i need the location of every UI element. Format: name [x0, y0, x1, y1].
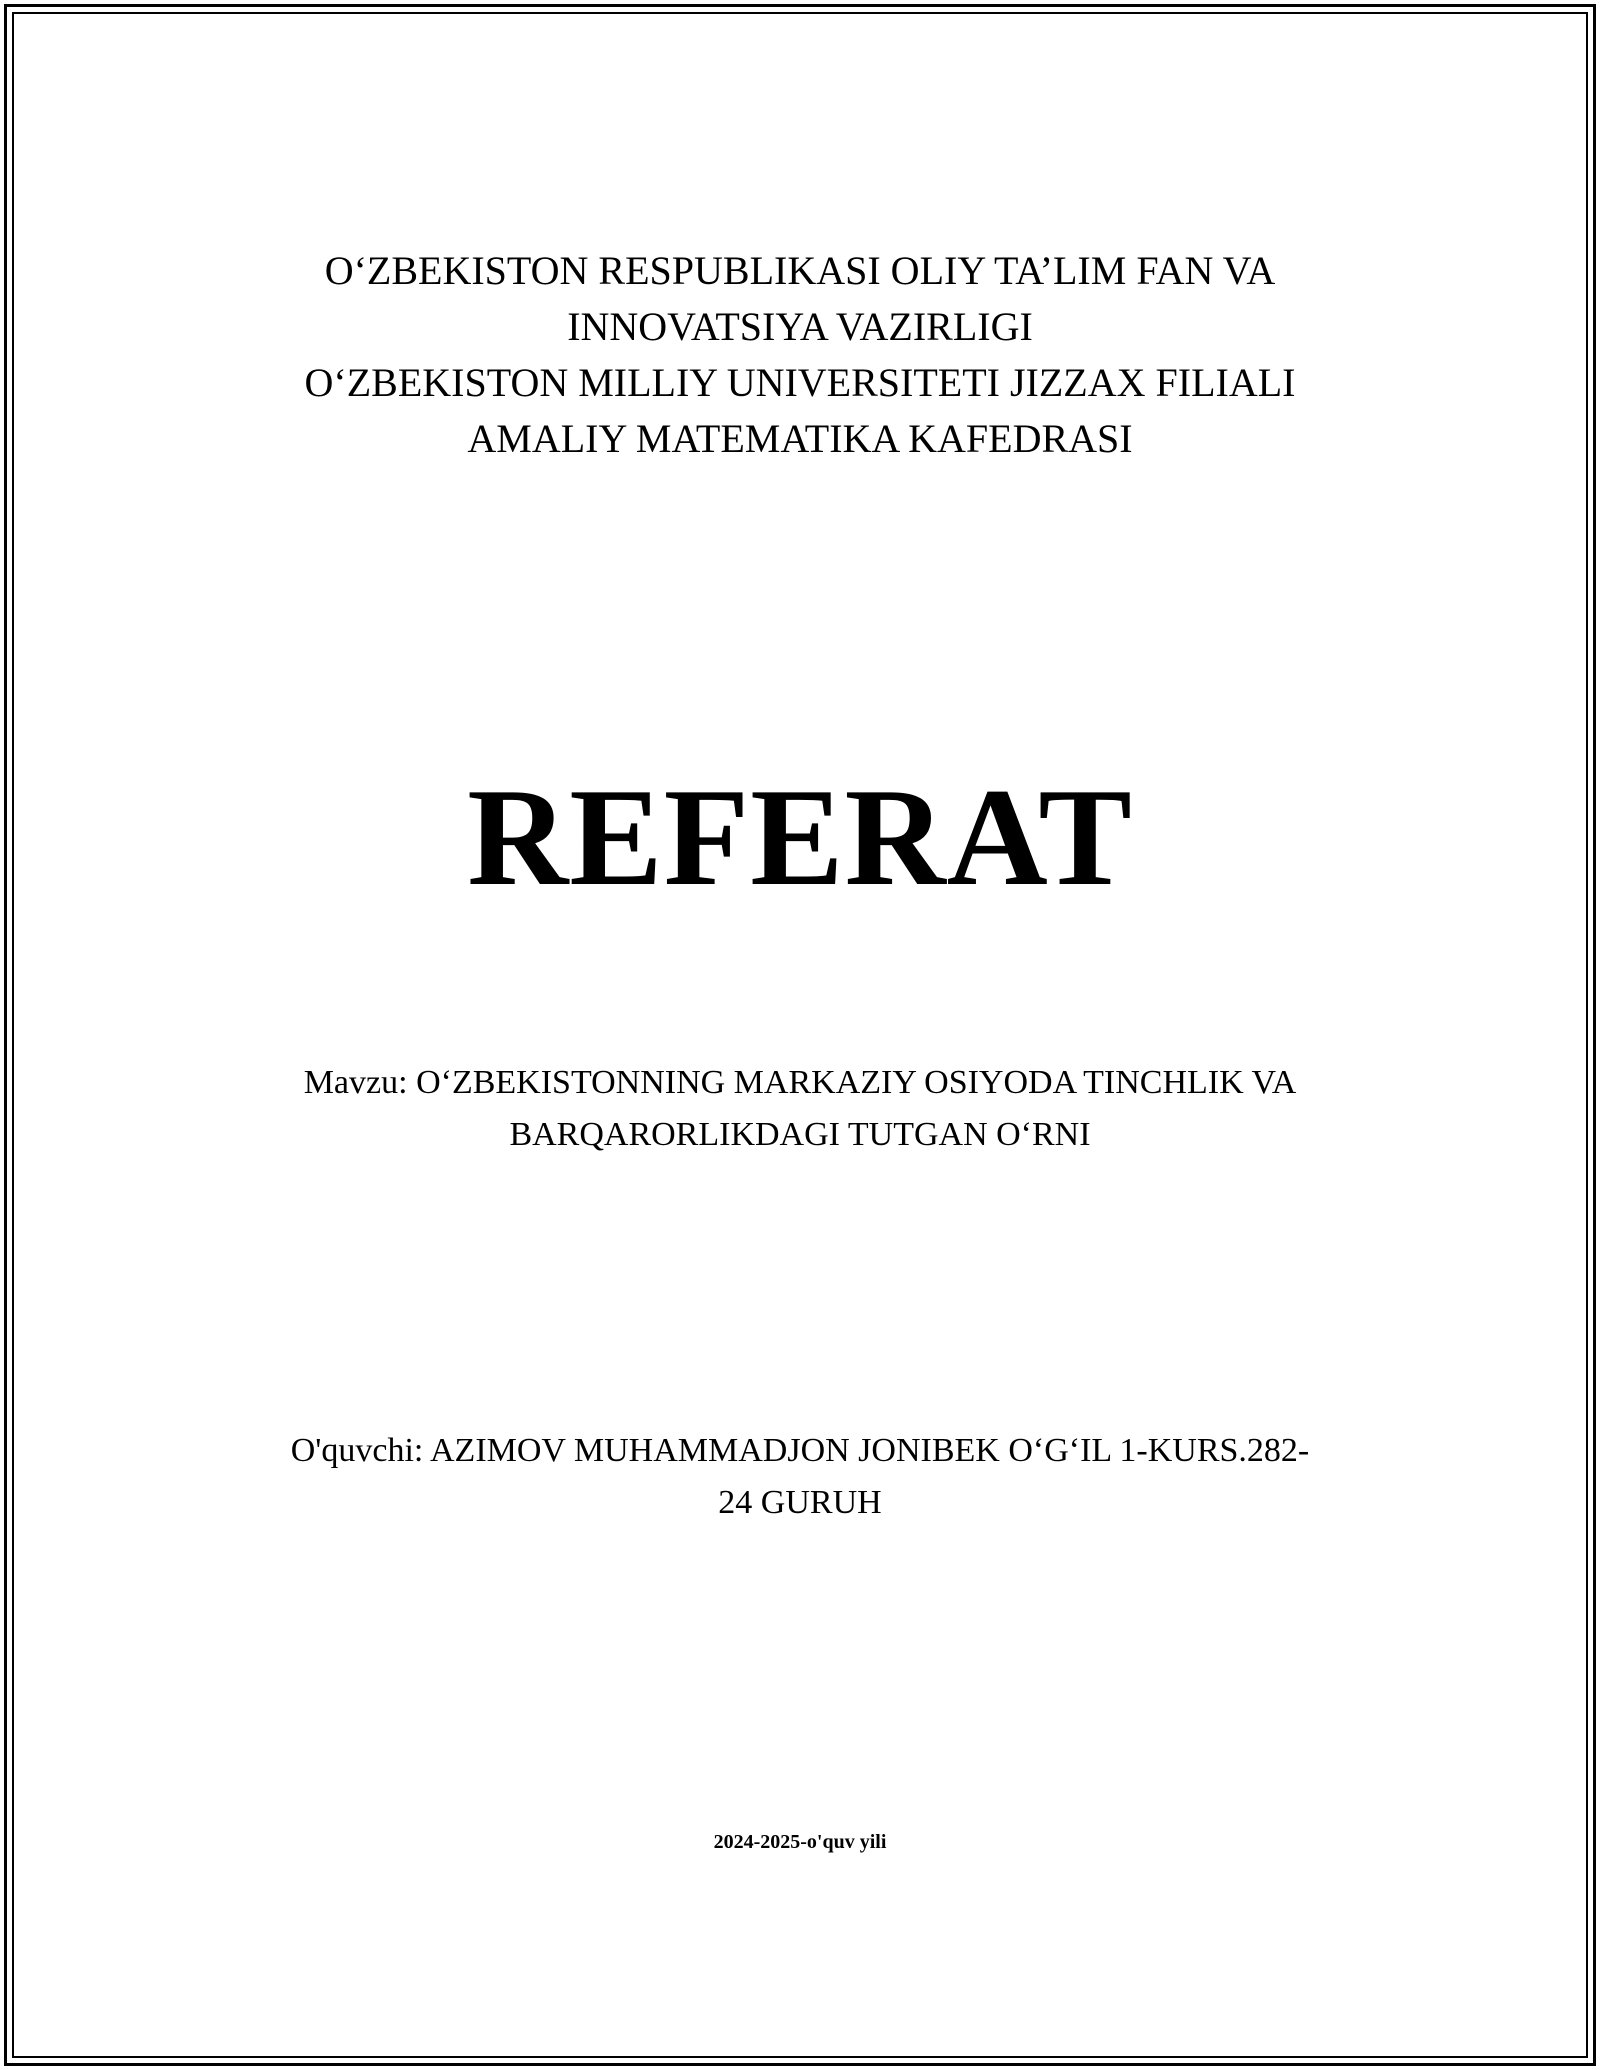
topic: [0, 1057, 1600, 1161]
header-line-ministry-2: INNOVATSIYA VAZIRLIGI: [567, 304, 1033, 349]
topic-line-2: BARQARORLIKDAGI TUTGAN O‘RNI: [509, 1116, 1091, 1153]
header-line-department: AMALIY MATEMATIKA KAFEDRASI: [467, 416, 1133, 461]
topic-line-1: Mavzu: O‘ZBEKISTONNING MARKAZIY OSIYODA TINCHLIK VA: [303, 1064, 1297, 1101]
student-line-1: O'quvchi: AZIMOV MUHAMMADJON JONIBEK O‘G‘IL 1-KURS.282-: [290, 1432, 1310, 1469]
document-title: REFERAT: [467, 760, 1133, 915]
student-line-2: 24 GURUH: [718, 1484, 882, 1521]
academic-year: 2024-2025-o'quv yili: [713, 1831, 887, 1853]
header-line-ministry-1: O‘ZBEKISTON RESPUBLIKASI OLIY TA’LIM FAN VA: [324, 248, 1276, 293]
institution-header: [0, 243, 1600, 467]
header-line-university: O‘ZBEKISTON MILLIY UNIVERSITETI JIZZAX FILIALI: [304, 360, 1296, 405]
student-info: [0, 1425, 1600, 1529]
